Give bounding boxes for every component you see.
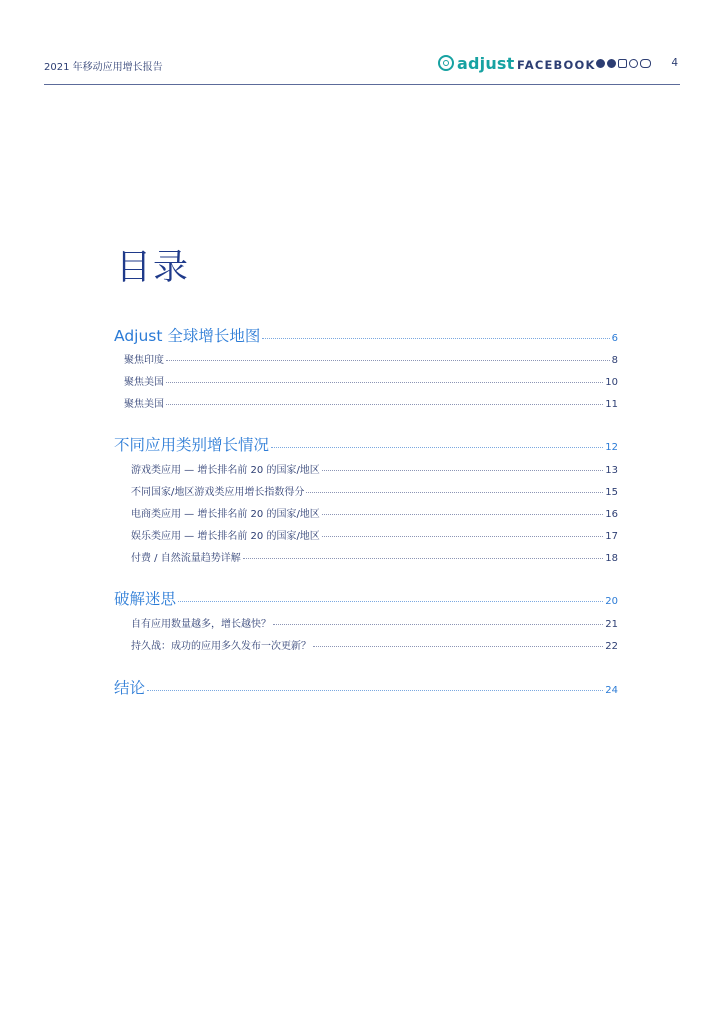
toc-item-title: 聚焦美国 (124, 377, 164, 388)
toc-page-number: 10 (605, 377, 618, 388)
toc-item-title: 持久战：成功的应用多久发布一次更新？ (131, 641, 311, 652)
toc-leader (147, 690, 603, 691)
toc-item-title: 聚焦印度 (124, 355, 164, 366)
whatsapp-icon (629, 59, 638, 68)
toc-section-myth-busting[interactable] (114, 587, 618, 609)
toc-page-number: 17 (605, 531, 618, 542)
toc-item-title: 自有应用数量越多，增长越快？ (131, 619, 271, 630)
page-number: 4 (671, 57, 678, 69)
toc-leader (322, 470, 603, 471)
toc-leader (166, 404, 603, 405)
toc-item-title: 电商类应用 — 增长排名前 20 的国家/地区 (131, 509, 320, 520)
toc-leader (166, 360, 610, 361)
toc-item[interactable] (131, 549, 618, 564)
adjust-logo-text: adjust (457, 53, 515, 73)
toc-page-number: 12 (605, 442, 618, 453)
toc-leader (271, 447, 603, 448)
toc-section-title: Adjust 全球增长地图 (114, 327, 261, 345)
toc-leader (306, 492, 603, 493)
facebook-icon (596, 59, 605, 68)
toc-page-number: 20 (605, 596, 618, 607)
toc-title: 目录 (116, 248, 191, 288)
toc-page-number: 6 (611, 333, 618, 344)
toc-item[interactable] (131, 615, 618, 630)
toc-leader (243, 558, 604, 559)
toc-page-number: 22 (605, 641, 618, 652)
facebook-family-icons (596, 59, 651, 68)
toc-leader (313, 646, 603, 647)
toc-leader (322, 536, 603, 537)
facebook-logo: FACEBOOK (517, 58, 596, 72)
toc-item-title: 付费 / 自然流量趋势详解 (131, 553, 241, 564)
toc-leader (262, 338, 609, 339)
instagram-icon (618, 59, 627, 68)
toc-item[interactable] (131, 505, 618, 520)
toc-leader (273, 624, 603, 625)
toc-section-title: 不同应用类别增长情况 (114, 436, 270, 454)
toc-page-number: 15 (605, 487, 618, 498)
adjust-logo-icon (438, 55, 454, 71)
toc-item[interactable] (131, 527, 618, 542)
toc-section-title: 破解迷思 (114, 590, 177, 608)
toc-item[interactable] (131, 461, 618, 476)
toc-leader (322, 514, 603, 515)
header-divider (44, 84, 680, 85)
toc-item[interactable] (131, 637, 618, 652)
toc-item-title: 娱乐类应用 — 增长排名前 20 的国家/地区 (131, 531, 320, 542)
toc-item-title: 游戏类应用 — 增长排名前 20 的国家/地区 (131, 465, 320, 476)
toc-item[interactable] (124, 373, 618, 388)
toc-leader (178, 601, 603, 602)
page-header (44, 52, 680, 84)
toc-page-number: 24 (605, 685, 618, 696)
toc-section-conclusion[interactable] (114, 676, 618, 698)
adjust-logo (438, 52, 515, 74)
toc-item[interactable] (124, 351, 618, 366)
report-title: 2021 年移动应用增长报告 (44, 62, 163, 73)
toc-item-title: 聚焦美国 (124, 399, 164, 410)
toc-item-title: 不同国家/地区游戏类应用增长指数得分 (131, 487, 305, 498)
toc-item[interactable] (131, 483, 618, 498)
toc-leader (166, 382, 603, 383)
oculus-icon (640, 59, 651, 68)
toc-section-global-growth-map[interactable] (114, 324, 618, 346)
toc-page-number: 18 (605, 553, 618, 564)
toc-page-number: 21 (605, 619, 618, 630)
toc-page-number: 8 (611, 355, 618, 366)
toc-page-number: 16 (605, 509, 618, 520)
toc-section-app-category-growth[interactable] (114, 433, 618, 455)
toc-page-number: 11 (605, 399, 618, 410)
toc-page-number: 13 (605, 465, 618, 476)
messenger-icon (607, 59, 616, 68)
toc-item[interactable] (124, 395, 618, 410)
toc-section-title: 结论 (114, 679, 146, 697)
